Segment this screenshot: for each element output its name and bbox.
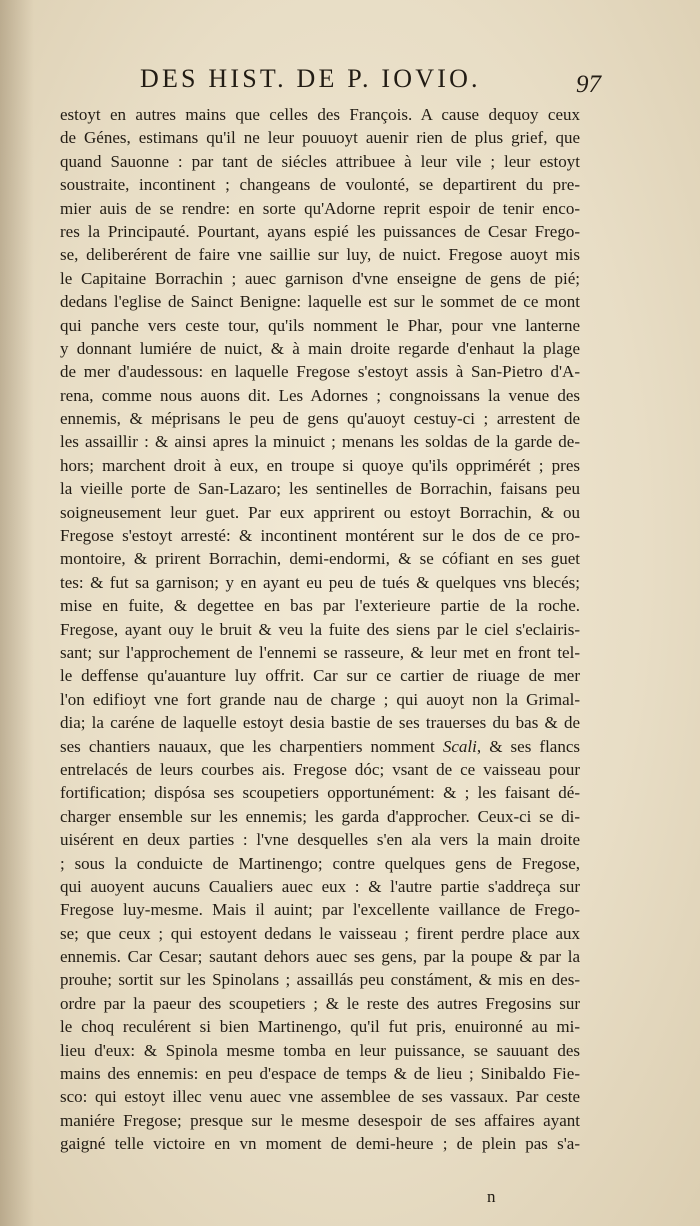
- text-line: mier auis de se rendre: en sorte qu'Adorne reprit espoir de tenir enco-: [60, 198, 580, 218]
- text-line: dedans l'eglise de Sainct Benigne: laquelle est sur le sommet de ce mont: [60, 292, 580, 312]
- text-line: hors; marchent droit à eux, en troupe si quoye qu'ils opprimérét ; pres: [60, 455, 580, 475]
- text-line: y donnant lumiére de nuict, & à main droite regarde d'enhaut la plage: [60, 338, 580, 358]
- text-line: charger ensemble sur les ennemis; les garda d'approcher. Ceux-ci se di-: [60, 806, 580, 826]
- text-line: le Capitaine Borrachin ; auec garnison d'vne enseigne de gens de pié;: [60, 268, 580, 288]
- running-title: DES HIST. DE P. IOVIO.: [140, 64, 481, 93]
- text-line: entrelacés de leurs courbes ais. Fregose dóc; vsant de ce vaisseau pour: [60, 759, 580, 779]
- text-line: de Génes, estimans qu'il ne leur pouuoyt auenir rien de plus grief, que: [60, 128, 580, 148]
- text-line: la vieille porte de San-Lazaro; les sentinelles de Borrachin, faisans peu: [60, 479, 580, 499]
- text-line: sant; sur l'approchement de l'ennemi se rasseure, & leur met en front tel-: [60, 642, 580, 662]
- text-line: gaigné telle victoire en vn moment de demi-heure ; de plein pas s'a-: [60, 1134, 580, 1154]
- text-line: montoire, & prirent Borrachin, demi-endormi, & se cófiant en ses guet: [60, 549, 580, 569]
- text-line: mise en fuite, & degettee en bas par l'exterieure partie de la roche.: [60, 596, 580, 616]
- text-line: de mer d'audessous: en laquelle Fregose s'estoyt assis à San-Pietro d'A-: [60, 362, 580, 382]
- text-line: ennemis, & méprisans le peu de gens qu'auoyt cestuy-ci ; arrestent de: [60, 409, 580, 429]
- text-line: Fregose s'estoyt arresté: & incontinent montérent sur le dos de ce pro-: [60, 526, 580, 546]
- text-line: ; sous la conduicte de Martinengo; contre quelques gens de Fregose,: [60, 853, 580, 873]
- text-line: dia; la caréne de laquelle estoyt desia bastie de ses trauerses du bas & de: [60, 713, 580, 733]
- text-line: ennemis. Car Cesar; sautant dehors auec ses gens, par la poupe & par la: [60, 947, 580, 967]
- text-line: rena, comme nous auons dit. Les Adornes ; congnoissans la venue des: [60, 385, 580, 405]
- text-line: res la Principauté. Pourtant, ayans espié les puissances de Cesar Frego-: [60, 221, 580, 241]
- text-line: ordre par la paeur des scoupetiers ; & le reste des autres Fregosins sur: [60, 993, 580, 1013]
- text-line: les assaillir : & ainsi apres la minuict ; menans les soldas de la garde de-: [60, 432, 580, 452]
- catchword: n: [487, 1187, 496, 1206]
- text-line: estoyt en autres mains que celles des François. A cause dequoy ceux: [60, 105, 580, 124]
- text-line: soigneusement leur guet. Par eux apprirent ou estoyt Borrachin, & ou: [60, 502, 580, 522]
- page-number: 97: [576, 71, 601, 98]
- text-line: tes: & fut sa garnison; y en ayant eu peu de tués & quelques vns blecés;: [60, 572, 580, 592]
- text-line: qui panche vers ceste tour, qu'ils nomment le Phar, pour vne lanterne: [60, 315, 580, 335]
- text-line: le deffense qu'auanture luy offrit. Car sur ce cartier de riuage de mer: [60, 666, 580, 686]
- italic-term: Scali: [442, 736, 477, 756]
- text-line: fortification; dispósa ses scoupetiers opportunément: & ; les faisant dé-: [60, 783, 580, 803]
- text-line: prouhe; sortit sur les Spinolans ; assaillás peu constáment, & mis en des-: [60, 970, 580, 990]
- text-line: se; que ceux ; qui estoyent dedans le vaisseau ; firent perdre place aux: [60, 923, 580, 943]
- text-line: l'on edifioyt vne fort grande nau de charge ; qui auoyt non la Grimal-: [60, 689, 580, 709]
- text-line: maniére Fregose; presque sur le mesme desespoir de ses affaires ayant: [60, 1110, 580, 1130]
- text-line: sco: qui estoyt illec venu auec vne assemblee de ses vassaux. Par ceste: [60, 1087, 580, 1107]
- gutter-shadow: [0, 0, 34, 1226]
- body-text: [60, 103, 580, 1156]
- text-line: ses chantiers nauaux, que les charpentiers nomment Scali, & ses flancs: [60, 736, 581, 756]
- text-line: uisérent en deux parties : l'vne desquelles s'en ala vers la main droite: [60, 830, 580, 850]
- text-line: se, deliberérent de faire vne saillie sur luy, de nuict. Fregose auoyt mis: [60, 245, 580, 265]
- text-line: mains des ennemis: en peu d'espace de temps & de lieu ; Sinibaldo Fie-: [60, 1064, 580, 1084]
- text-line: quand Sauonne : par tant de siécles attribuee à leur vile ; leur estoyt: [60, 151, 580, 171]
- text-line: qui auoyent aucuns Caualiers auec eux : & l'autre partie s'addreça sur: [60, 876, 580, 896]
- running-head: [0, 64, 700, 98]
- text-line: lieu d'eux: & Spinola mesme tomba en leur puissance, se sauuant des: [60, 1040, 580, 1060]
- text-line: Fregose, ayant ouy le bruit & veu la fuite des siens par le ciel s'eclairis-: [60, 619, 580, 639]
- text-line: soustraite, incontinent ; changeans de voulonté, se departirent du pre-: [60, 175, 580, 195]
- text-line: Fregose luy-mesme. Mais il auint; par l'excellente vaillance de Frego-: [60, 900, 580, 920]
- text-line: le choq reculérent si bien Martinengo, qu'il fut pris, enuironné au mi-: [60, 1017, 580, 1037]
